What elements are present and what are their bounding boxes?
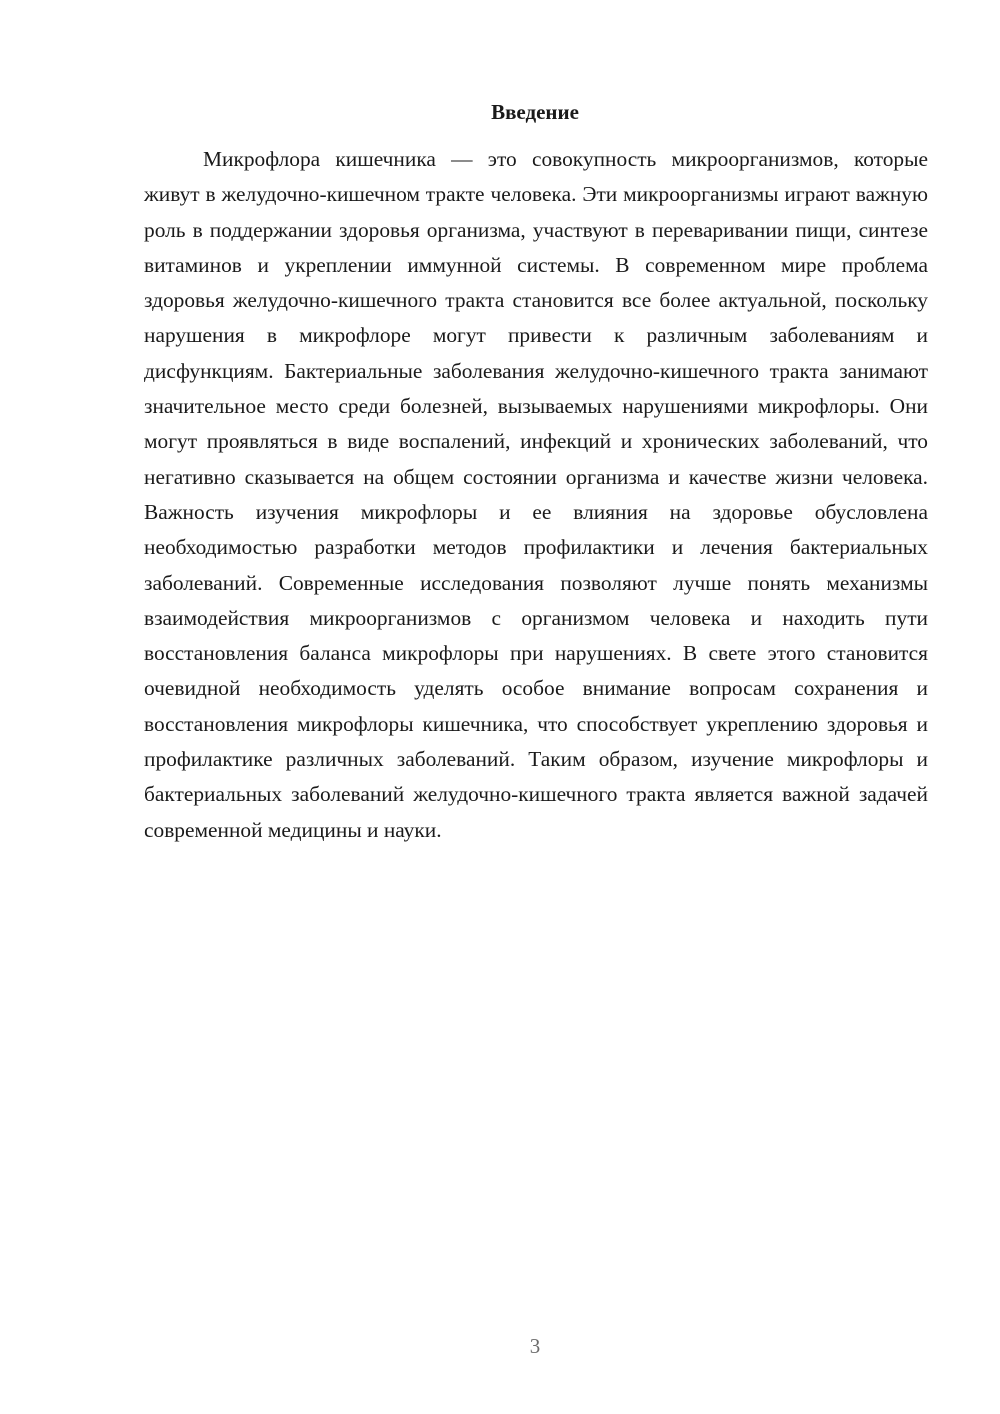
section-heading: Введение: [491, 100, 579, 124]
intro-paragraph: Микрофлора кишечника — это совокупность микроорганизмов, которые живут в желудочно-кишечном тракте человека. Эти микроорганизмы играют важную роль в поддержании здоровья организма, участвуют в переваривании пищи, синтезе витаминов и укреплении иммунной системы. В современном мире проблема здоровья желудочно-кишечного тракта становится все более актуальной, поскольку нарушения в микрофлоре могут привести к различным заболеваниям и дисфункциям. Бактериальные заболевания желудочно-кишечного тракта занимают значительное место среди болезней, вызываемых нарушениями микрофлоры. Они могут проявляться в виде воспалений, инфекций и хронических заболеваний, что негативно сказывается на общем состоянии организма и качестве жизни человека. Важность изучения микрофлоры и ее влияния на здоровье обусловлена необходимостью разработки методов профилактики и лечения бактериальных заболеваний. Современные исследования позволяют лучше понять механизмы взаимодействия микроорганизмов с организмом человека и находить пути восстановления баланса микрофлоры при нарушениях. В свете этого становится очевидной необходимость уделять особое внимание вопросам сохранения и восстановления микрофлоры кишечника, что способствует укреплению здоровья и профилактике различных заболеваний. Таким образом, изучение микрофлоры и бактериальных заболеваний желудочно-кишечного тракта является важной задачей современной медицины и науки.: [144, 147, 928, 842]
page-number: 3: [529, 1334, 541, 1358]
